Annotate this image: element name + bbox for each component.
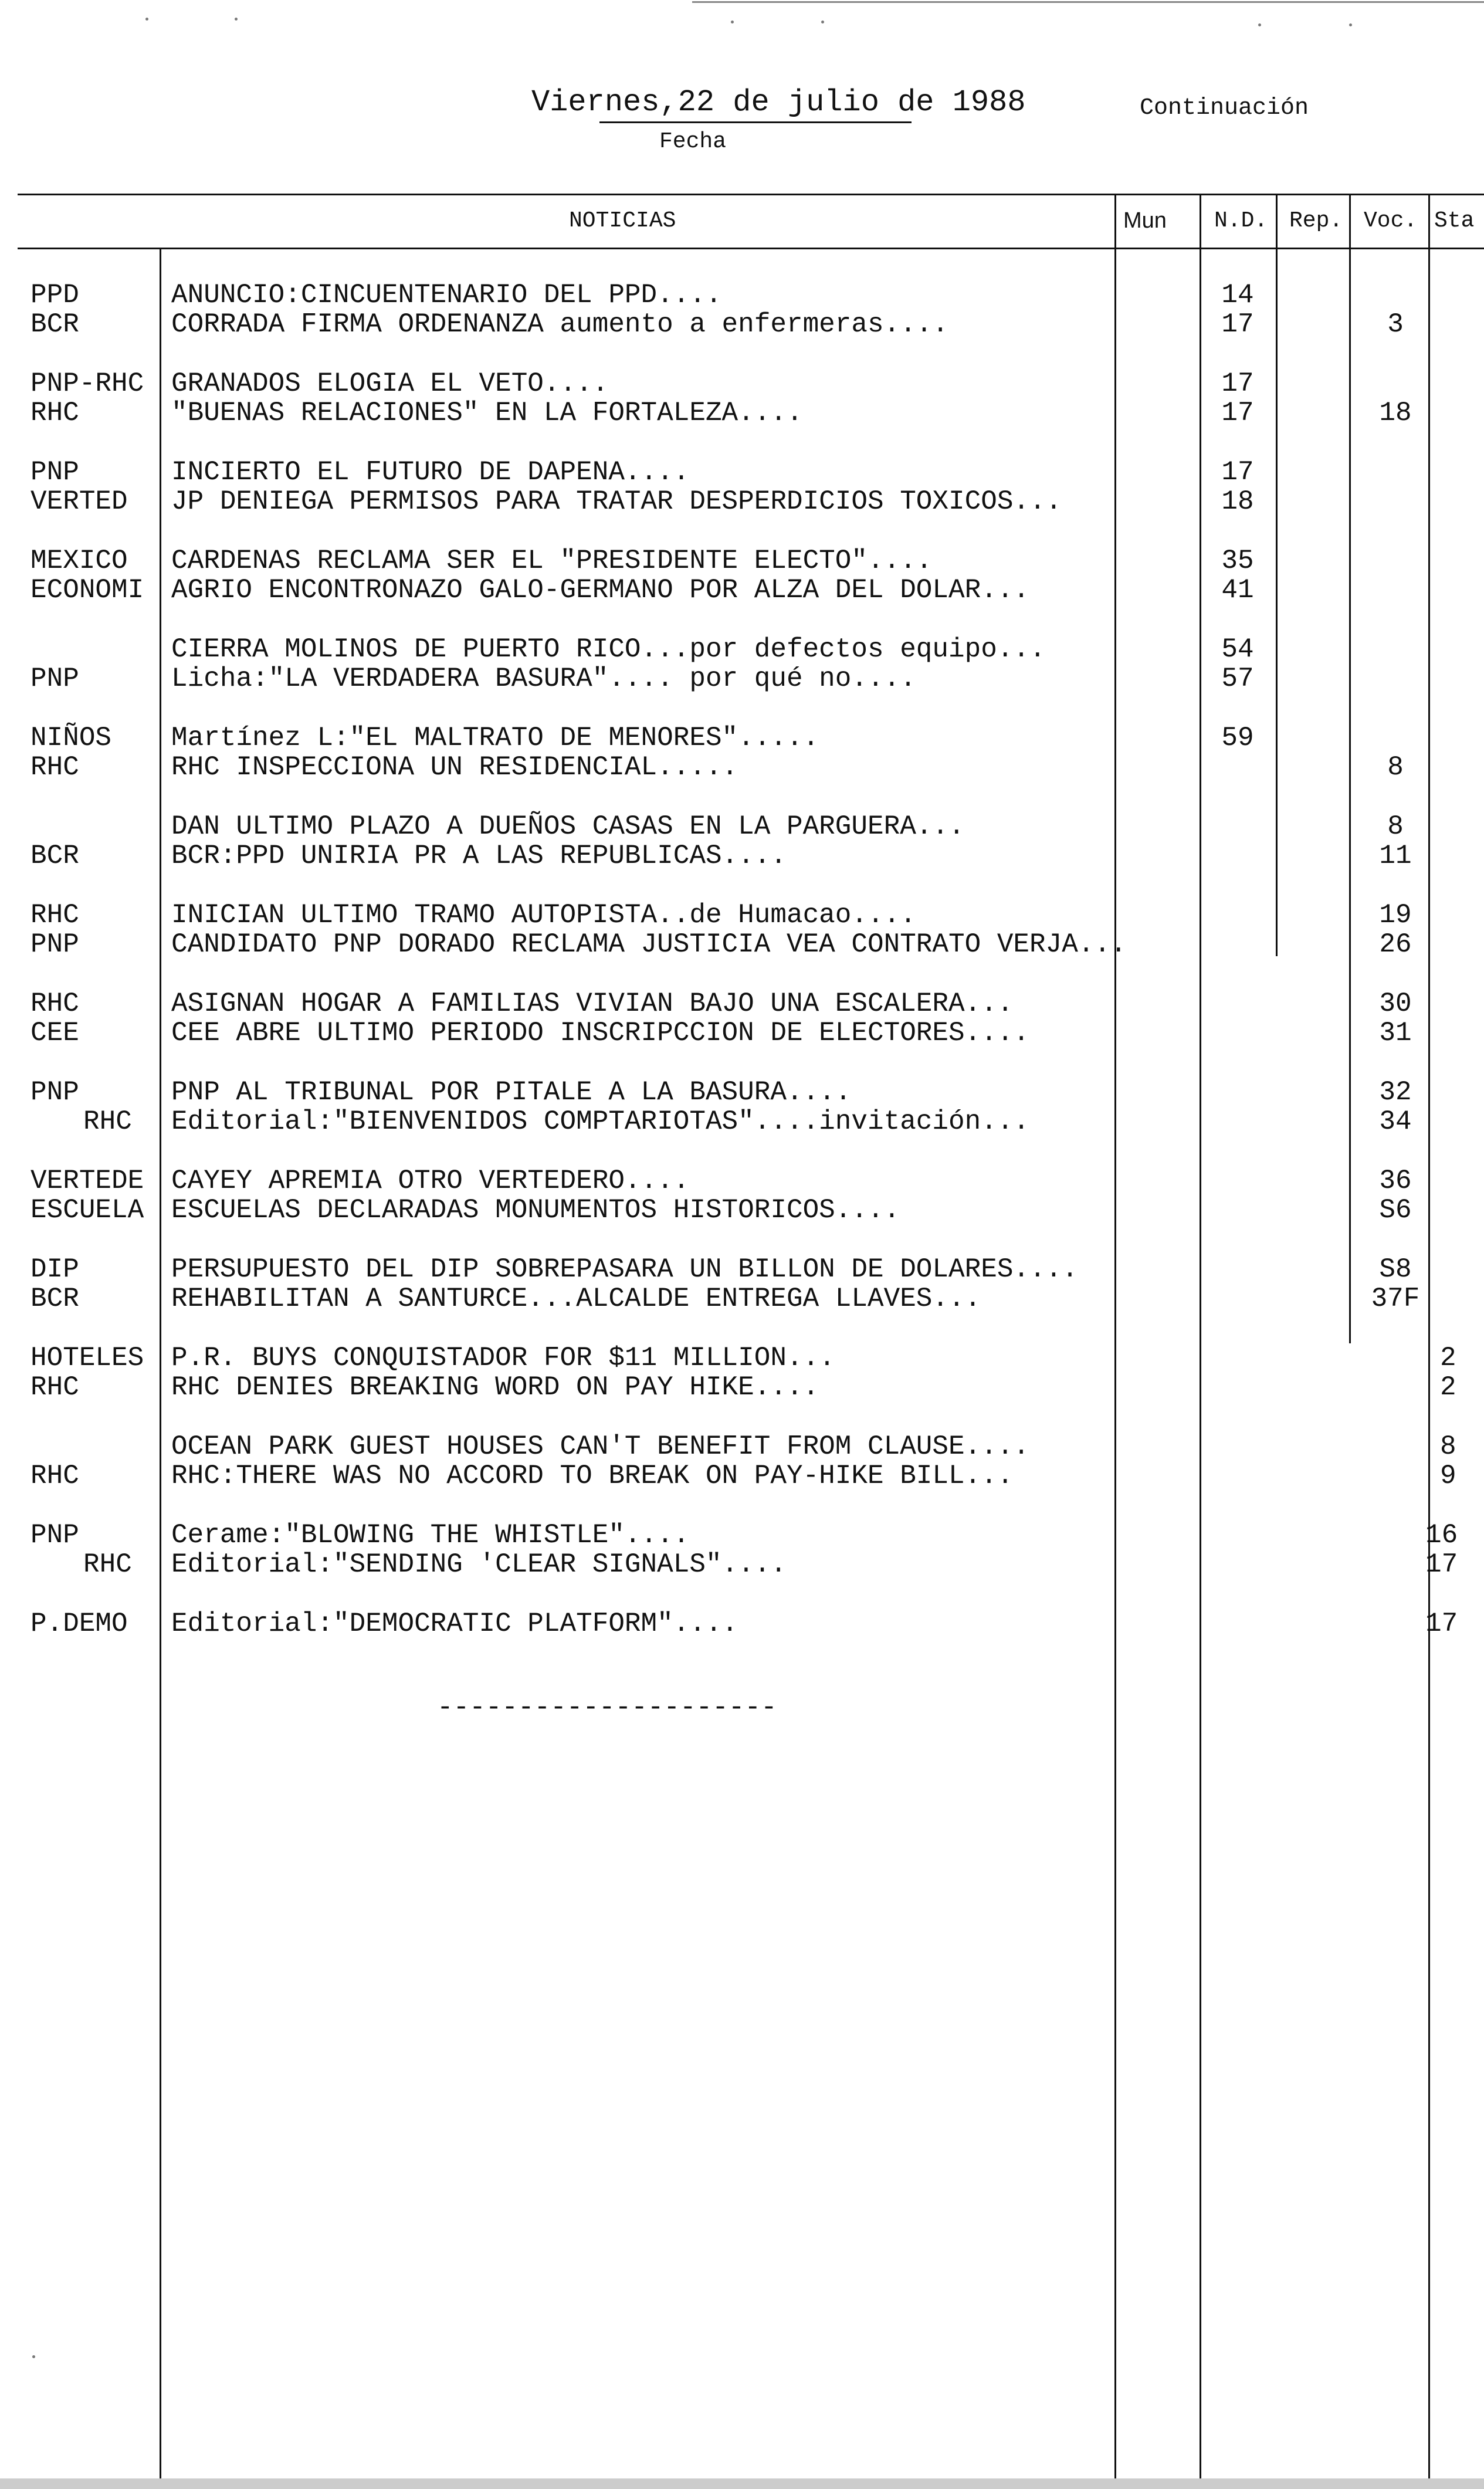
row-headline: CAYEY APREMIA OTRO VERTEDERO.... <box>171 1166 690 1196</box>
scan-speck <box>1349 23 1352 26</box>
row-headline: ESCUELAS DECLARADAS MONUMENTOS HISTORICOS.... <box>171 1195 900 1225</box>
row-nd-page: 17 <box>1221 398 1254 428</box>
row-headline: Martínez L:"EL MALTRATO DE MENORES"..... <box>171 723 819 753</box>
end-divider: --------------------- <box>437 1692 777 1723</box>
row-headline: Editorial:"BIENVENIDOS COMPTARIOTAS"....invitación... <box>171 1106 1030 1137</box>
row-headline: Licha:"LA VERDADERA BASURA".... por qué no.... <box>171 663 916 694</box>
date-underline <box>599 121 912 123</box>
row-section: P.DEMO <box>31 1608 128 1639</box>
continuation-label: Continuación <box>1140 95 1309 121</box>
row-headline: INICIAN ULTIMO TRAMO AUTOPISTA..de Humacao.... <box>171 900 916 930</box>
row-headline: ASIGNAN HOGAR A FAMILIAS VIVIAN BAJO UNA ESCALERA... <box>171 988 1014 1019</box>
row-nd-page: 14 <box>1221 280 1254 310</box>
row-star-page: 9 <box>1440 1461 1456 1491</box>
row-headline: INCIERTO EL FUTURO DE DAPENA.... <box>171 457 690 487</box>
row-headline: RHC DENIES BREAKING WORD ON PAY HIKE.... <box>171 1372 819 1403</box>
row-headline: REHABILITAN A SANTURCE...ALCALDE ENTREGA LLAVES... <box>171 1284 981 1314</box>
row-voc-page: 3 <box>1387 309 1404 340</box>
divider-voc-left <box>1349 194 1351 1343</box>
divider-nd-left <box>1200 194 1201 2478</box>
column-header-star: Sta <box>1434 208 1475 233</box>
row-nd-page: 18 <box>1221 486 1254 517</box>
row-headline: CARDENAS RECLAMA SER EL "PRESIDENTE ELECTO".... <box>171 546 933 576</box>
top-edge-rule <box>692 1 1484 3</box>
row-headline: PERSUPUESTO DEL DIP SOBREPASARA UN BILLON DE DOLARES.... <box>171 1254 1078 1285</box>
row-section: RHC <box>31 988 79 1019</box>
row-headline: Cerame:"BLOWING THE WHISTLE".... <box>171 1520 690 1550</box>
column-header-mun: Mun <box>1123 208 1167 233</box>
row-section: RHC <box>31 1372 79 1403</box>
row-headline: CIERRA MOLINOS DE PUERTO RICO...por defectos equipo... <box>171 634 1046 665</box>
row-headline: CANDIDATO PNP DORADO RECLAMA JUSTICIA VEA CONTRATO VERJA... <box>171 929 1127 960</box>
row-section: RHC <box>31 752 79 783</box>
scan-speck <box>145 18 148 21</box>
row-headline: JP DENIEGA PERMISOS PARA TRATAR DESPERDICIOS TOXICOS... <box>171 486 1062 517</box>
divider-star-left <box>1428 194 1430 2478</box>
column-header-noticias: NOTICIAS <box>569 208 676 233</box>
row-voc-page: 18 <box>1379 398 1412 428</box>
row-headline: CORRADA FIRMA ORDENANZA aumento a enfermeras.... <box>171 309 949 340</box>
table-top-rule <box>18 194 1484 195</box>
row-section: PNP <box>31 1077 79 1108</box>
row-headline: RHC:THERE WAS NO ACCORD TO BREAK ON PAY-HIKE BILL... <box>171 1461 1014 1491</box>
row-voc-page: S6 <box>1379 1195 1412 1225</box>
row-star-page: 8 <box>1440 1431 1456 1462</box>
row-voc-page: 26 <box>1379 929 1412 960</box>
row-section: VERTED <box>31 486 128 517</box>
row-nd-page: 17 <box>1221 309 1254 340</box>
row-voc-page: 34 <box>1379 1106 1412 1137</box>
row-nd-page: 59 <box>1221 723 1254 753</box>
row-section: PNP <box>31 1520 79 1550</box>
row-voc-page: 19 <box>1379 900 1412 930</box>
scan-speck <box>32 2355 35 2358</box>
row-section: CEE <box>31 1018 79 1048</box>
row-section: PPD <box>31 280 79 310</box>
row-star-page: 2 <box>1440 1372 1456 1403</box>
document-date: Viernes,22 de julio de 1988 <box>531 85 1026 120</box>
row-star-page: 2 <box>1440 1343 1456 1373</box>
row-section: MEXICO <box>31 546 128 576</box>
column-header-nd: N.D. <box>1214 208 1268 233</box>
row-voc-page: S8 <box>1379 1254 1412 1285</box>
row-headline: GRANADOS ELOGIA EL VETO.... <box>171 368 609 399</box>
row-headline: RHC INSPECCIONA UN RESIDENCIAL..... <box>171 752 738 783</box>
row-voc-page: 36 <box>1379 1166 1412 1196</box>
row-voc-page: 37F <box>1371 1284 1420 1314</box>
row-section: RHC <box>31 1461 79 1491</box>
row-section: VERTEDE <box>31 1166 144 1196</box>
row-section: DIP <box>31 1254 79 1285</box>
row-voc-page: 32 <box>1379 1077 1412 1108</box>
row-section: BCR <box>31 841 79 871</box>
row-section: RHC <box>31 398 79 428</box>
row-nd-page: 54 <box>1221 634 1254 665</box>
row-headline: BCR:PPD UNIRIA PR A LAS REPUBLICAS.... <box>171 841 787 871</box>
row-headline: OCEAN PARK GUEST HOUSES CAN'T BENEFIT FROM CLAUSE.... <box>171 1431 1030 1462</box>
row-section: ESCUELA <box>31 1195 144 1225</box>
row-section: NIÑOS <box>31 723 112 753</box>
row-section: BCR <box>31 1284 79 1314</box>
row-section: ECONOMI <box>31 575 144 605</box>
table-header-bottom-rule <box>18 248 1484 249</box>
row-section: BCR <box>31 309 79 340</box>
scan-speck <box>1258 23 1261 26</box>
row-section: HOTELES <box>31 1343 144 1373</box>
row-nd-page: 35 <box>1221 546 1254 576</box>
row-star-page: 17 <box>1425 1608 1458 1639</box>
row-nd-page: 17 <box>1221 368 1254 399</box>
row-headline: P.R. BUYS CONQUISTADOR FOR $11 MILLION... <box>171 1343 835 1373</box>
date-caption: Fecha <box>659 129 727 154</box>
row-section: RHC <box>83 1549 132 1580</box>
row-nd-page: 57 <box>1221 663 1254 694</box>
row-section: PNP <box>31 929 79 960</box>
row-star-page: 16 <box>1425 1520 1458 1550</box>
row-voc-page: 11 <box>1379 841 1412 871</box>
row-voc-page: 8 <box>1387 752 1404 783</box>
row-section: PNP <box>31 663 79 694</box>
divider-section <box>160 249 161 2478</box>
row-headline: "BUENAS RELACIONES" EN LA FORTALEZA.... <box>171 398 803 428</box>
row-headline: PNP AL TRIBUNAL POR PITALE A LA BASURA.... <box>171 1077 852 1108</box>
row-section: PNP <box>31 457 79 487</box>
row-voc-page: 31 <box>1379 1018 1412 1048</box>
row-voc-page: 8 <box>1387 811 1404 842</box>
row-headline: CEE ABRE ULTIMO PERIODO INSCRIPCCION DE ELECTORES.... <box>171 1018 1030 1048</box>
row-headline: DAN ULTIMO PLAZO A DUEÑOS CASAS EN LA PARGUERA... <box>171 811 965 842</box>
row-section: PNP-RHC <box>31 368 144 399</box>
row-nd-page: 41 <box>1221 575 1254 605</box>
row-section: RHC <box>31 900 79 930</box>
row-voc-page: 30 <box>1379 988 1412 1019</box>
column-header-voc: Voc. <box>1364 208 1418 233</box>
column-header-rep: Rep. <box>1289 208 1343 233</box>
row-section: RHC <box>83 1106 132 1137</box>
row-nd-page: 17 <box>1221 457 1254 487</box>
row-star-page: 17 <box>1425 1549 1458 1580</box>
divider-mun-left <box>1114 194 1116 2478</box>
scan-speck <box>731 21 734 23</box>
scan-speck <box>235 18 238 21</box>
row-headline: ANUNCIO:CINCUENTENARIO DEL PPD.... <box>171 280 722 310</box>
bottom-scan-band <box>0 2478 1484 2489</box>
row-headline: Editorial:"SENDING 'CLEAR SIGNALS".... <box>171 1549 787 1580</box>
row-headline: Editorial:"DEMOCRATIC PLATFORM".... <box>171 1608 738 1639</box>
row-headline: AGRIO ENCONTRONAZO GALO-GERMANO POR ALZA DEL DOLAR... <box>171 575 1030 605</box>
scan-speck <box>821 21 824 23</box>
